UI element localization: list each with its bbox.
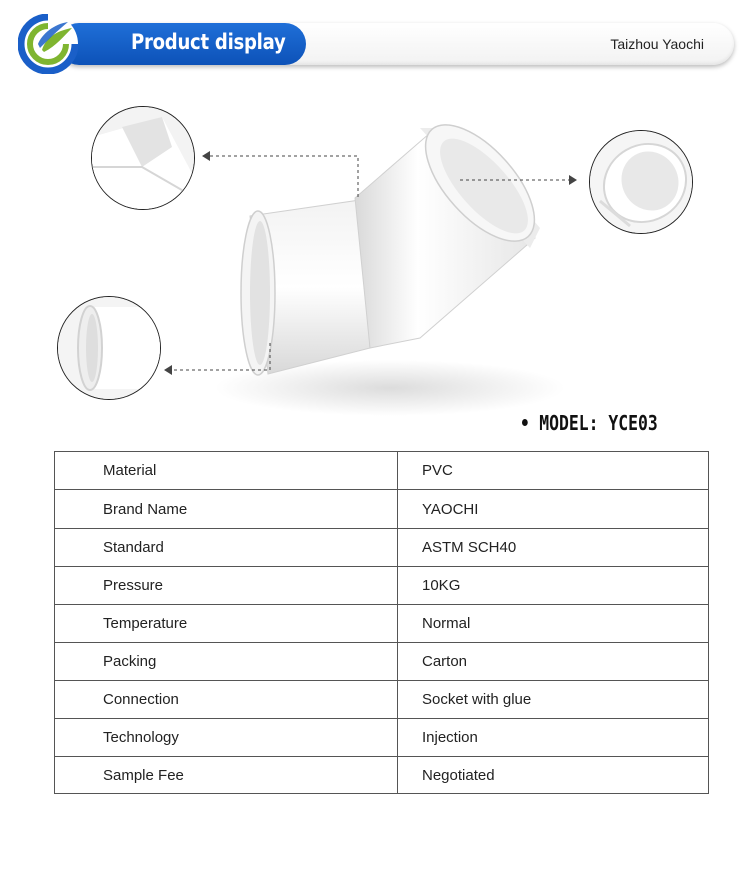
spec-value: ASTM SCH40 — [398, 529, 709, 567]
spec-table — [54, 451, 709, 794]
page-title: Product display — [131, 30, 286, 54]
spec-value: Carton — [398, 643, 709, 681]
spec-label: Packing — [55, 643, 398, 681]
zoom-detail-top-left — [91, 106, 195, 210]
table-row — [55, 605, 709, 643]
zoom-detail-bottom-left — [57, 296, 161, 400]
arrow-pointer-icon — [164, 365, 172, 375]
spec-value: YAOCHI — [398, 490, 709, 529]
arrow-pointer-icon — [202, 151, 210, 161]
spec-value: Socket with glue — [398, 681, 709, 719]
socket-detail-image — [590, 131, 692, 233]
company-name: Taizhou Yaochi — [610, 36, 704, 52]
spec-value: 10KG — [398, 567, 709, 605]
spec-label: Temperature — [55, 605, 398, 643]
product-display-area — [0, 88, 750, 448]
spec-label: Connection — [55, 681, 398, 719]
spec-label: Brand Name — [55, 490, 398, 529]
table-row — [55, 490, 709, 529]
socket-detail-image — [58, 297, 160, 399]
model-text: MODEL: YCE03 — [539, 411, 658, 435]
spec-value: Injection — [398, 719, 709, 757]
table-row — [55, 643, 709, 681]
elbow-body — [355, 107, 553, 348]
model-label — [522, 411, 658, 435]
spec-label: Material — [55, 452, 398, 490]
elbow-left-socket — [241, 200, 370, 375]
company-logo-icon — [18, 14, 114, 74]
spec-label: Standard — [55, 529, 398, 567]
table-row — [55, 567, 709, 605]
zoom-detail-right — [589, 130, 693, 234]
spec-value: Normal — [398, 605, 709, 643]
arrow-pointer-icon — [569, 175, 577, 185]
spec-value: PVC — [398, 452, 709, 490]
spec-label: Technology — [55, 719, 398, 757]
table-row — [55, 757, 709, 794]
spec-value: Negotiated — [398, 757, 709, 794]
bullet-dot-icon — [522, 419, 528, 426]
table-row — [55, 681, 709, 719]
table-row — [55, 529, 709, 567]
table-row — [55, 719, 709, 757]
table-row — [55, 452, 709, 490]
socket-detail-image — [92, 107, 194, 209]
spec-label: Sample Fee — [55, 757, 398, 794]
header-banner — [18, 14, 734, 74]
spec-label: Pressure — [55, 567, 398, 605]
